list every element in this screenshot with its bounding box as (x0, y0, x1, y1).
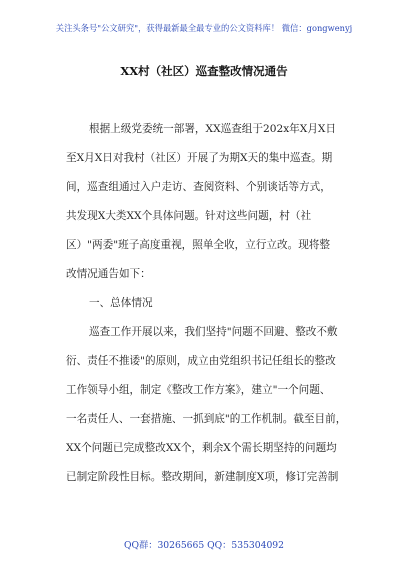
document-title: XX村（社区）巡查整改情况通告 (120, 64, 288, 78)
footer-contact: QQ群：30265665 QQ：535304092 (124, 540, 284, 551)
header-banner: 关注头条号"公文研究"，获得最新最全最专业的公文资料库！ 微信：gongwenyj (55, 23, 353, 33)
